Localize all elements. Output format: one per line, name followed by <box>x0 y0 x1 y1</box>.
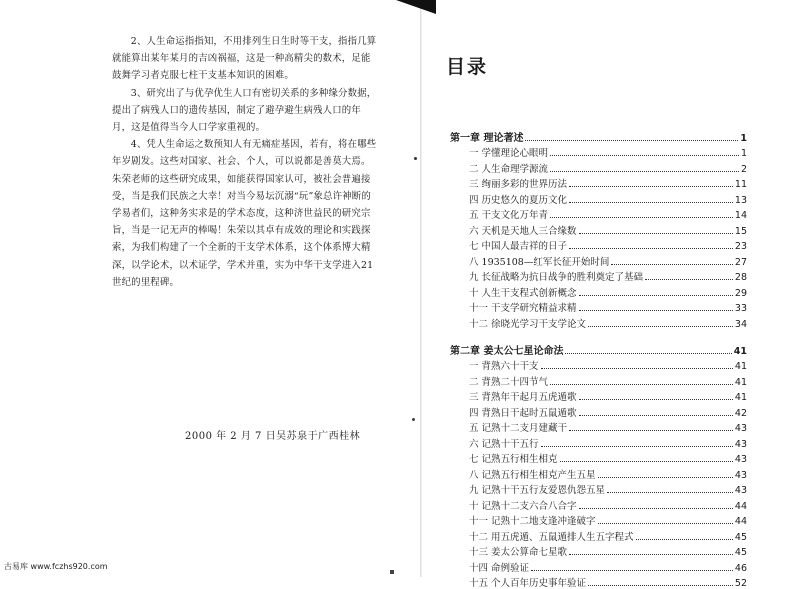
toc-entry-label: 十 记熟十二支六合八合字 <box>450 498 577 512</box>
toc-entry <box>450 388 747 404</box>
toc-entry-label: 九 记熟十干五行友爱恩仇怨五星 <box>450 482 605 496</box>
toc-leader-dots <box>550 217 733 218</box>
toc-page-number: 34 <box>735 319 747 330</box>
toc-chapter-1 <box>450 128 747 330</box>
toc-leader-dots <box>579 295 733 296</box>
toc-entry-label: 十四 命例验证 <box>450 560 529 574</box>
toc-entry-label: 六 记熟十干五行 <box>450 436 539 450</box>
toc-entry-label: 一 背熟六十干支 <box>450 358 539 372</box>
book-fold <box>420 0 422 577</box>
toc-entry-label: 四 背熟日干起时五鼠遁歌 <box>450 405 577 419</box>
left-page-body <box>112 33 379 291</box>
toc-leader-dots <box>569 430 733 431</box>
toc-page-number: 41 <box>734 346 747 357</box>
toc-entry <box>450 465 747 481</box>
scan-speck <box>390 570 394 574</box>
toc-chapter-heading <box>450 341 747 357</box>
toc-leader-dots <box>569 248 733 249</box>
toc-entry-label: 第一章 理论著述 <box>450 129 523 144</box>
toc-entry <box>450 496 747 512</box>
toc-entry-label: 十 人生干支程式创新概念 <box>450 285 577 299</box>
toc-leader-dots <box>569 202 733 203</box>
toc-entry-label: 四 历史悠久的夏历文化 <box>450 192 567 206</box>
toc-leader-dots <box>550 171 739 172</box>
paragraph: 朱荣老师的这些研究成果，如能获得国家认可，被社会普遍接受，当是我们民族之大幸！对当今易坛沉溺“玩”象总许神断的学易者们，这种务实求是的学术态度，这种济世益民的研究宗旨，当是一记无声的棒喝！朱荣以其卓有成效的理论和实践探索，为我们构建了一个全新的干支学术体系，这个体系博大精深，以学论术，以术证学，学术并重，实为中华干支学进入21世纪的里程碑。 <box>112 171 379 291</box>
toc-leader-dots <box>607 492 733 493</box>
toc-page-number: 45 <box>735 547 747 558</box>
toc-entry-label: 八 记熟五行相生相克产生五星 <box>450 467 596 481</box>
toc-page-number: 43 <box>735 454 747 465</box>
toc-entry <box>450 450 747 466</box>
toc-entry <box>450 527 747 543</box>
toc-page-number: 52 <box>735 578 747 589</box>
toc-page-number: 14 <box>735 210 747 221</box>
toc-entry-label: 二 人生命理学源流 <box>450 161 548 175</box>
toc-chapter-heading <box>450 128 747 144</box>
toc-title: 目录 <box>446 52 488 79</box>
toc-entry-label: 五 记熟十二支月建藏干 <box>450 420 567 434</box>
toc-page-number: 2 <box>741 164 747 175</box>
toc-entry <box>450 481 747 497</box>
toc-page-number: 44 <box>735 516 747 527</box>
toc-entry <box>450 419 747 435</box>
toc-entry <box>450 221 747 237</box>
toc-leader-dots <box>588 585 733 586</box>
toc-entry <box>450 268 747 284</box>
toc-page-number: 43 <box>735 485 747 496</box>
toc-entry-label: 三 绚丽多彩的世界历法 <box>450 176 567 190</box>
toc-entry-label: 第二章 姜太公七星论命法 <box>450 342 563 357</box>
paragraph: 4、凭人生命运之数预知人有无痛症基因，若有，将在哪些年岁剧发。这些对国家、社会、个人，可以说都是善莫大焉。 <box>112 136 379 170</box>
toc-entry <box>450 512 747 528</box>
toc-leader-dots <box>598 523 733 524</box>
toc-leader-dots <box>579 233 733 234</box>
toc-entry <box>450 558 747 574</box>
toc-page-number: 43 <box>735 423 747 434</box>
toc-entry <box>450 314 747 330</box>
toc-page-number: 1 <box>740 133 747 144</box>
toc-entry-label: 二 背熟二十四节气 <box>450 374 548 388</box>
toc-leader-dots <box>569 554 733 555</box>
toc-entry <box>450 434 747 450</box>
toc-page-number: 41 <box>735 361 747 372</box>
toc-entry <box>450 543 747 559</box>
scan-speck <box>414 157 417 160</box>
toc-page-number: 28 <box>735 272 747 283</box>
toc-entry-label: 七 记熟五行相生相克 <box>450 451 558 465</box>
toc-leader-dots <box>579 508 733 509</box>
toc-entry <box>450 372 747 388</box>
toc-entry-label: 十一 记熟十二地支逢冲逢破字 <box>450 513 596 527</box>
toc-entry <box>450 237 747 253</box>
toc-leader-dots <box>611 264 733 265</box>
toc-leader-dots <box>525 140 738 141</box>
toc-entry <box>450 283 747 299</box>
paragraph: 2、人生命运指指知，不用排列生日生时等干支，指指几算就能算出某年某月的吉凶祸福，这是一种高精尖的数术，足能鼓舞学习者克服七柱干支基本知识的困难。 <box>112 33 379 85</box>
toc-leader-dots <box>579 310 733 311</box>
toc-leader-dots <box>550 155 739 156</box>
toc-entry-label: 六 天机是天地人三合缘数 <box>450 223 577 237</box>
toc-entry-label: 一 学懂理论心眼明 <box>450 145 548 159</box>
toc-page-number: 41 <box>735 392 747 403</box>
toc-entry <box>450 159 747 175</box>
toc-leader-dots <box>541 446 733 447</box>
toc-leader-dots <box>560 461 733 462</box>
toc-page-number: 29 <box>735 288 747 299</box>
toc-leader-dots <box>550 384 733 385</box>
toc-entry-label: 七 中国人最吉祥的日子 <box>450 238 567 252</box>
toc-leader-dots <box>598 477 733 478</box>
toc-leader-dots <box>565 353 731 354</box>
toc-entry <box>450 144 747 160</box>
scan-corner-mark <box>396 0 436 14</box>
toc-leader-dots <box>579 415 733 416</box>
signature-line: 2000 年 2 月 7 日吴苏泉于广西桂林 <box>185 427 360 442</box>
toc-page-number: 42 <box>735 408 747 419</box>
toc-page-number: 13 <box>735 195 747 206</box>
toc-entry <box>450 299 747 315</box>
toc-page-number: 44 <box>735 501 747 512</box>
toc-entry <box>450 206 747 222</box>
toc-leader-dots <box>579 399 733 400</box>
toc-leader-dots <box>645 279 733 280</box>
paragraph: 3、研究出了与优孕优生人口有密切关系的多种缘分数据，提出了病残人口的遗传基因，制定了避孕避生病残人口的年月，这是值得当今人口学家重视的。 <box>112 85 379 137</box>
toc-page-number: 33 <box>735 303 747 314</box>
toc-leader-dots <box>636 539 733 540</box>
toc-chapter-2 <box>450 341 747 589</box>
toc-leader-dots <box>588 326 733 327</box>
watermark: 古易库 www.fczhs920.com <box>4 561 108 572</box>
toc-entry <box>450 357 747 373</box>
toc-entry-label: 十二 用五虎遁、五鼠遁排人生五字程式 <box>450 529 634 543</box>
toc-leader-dots <box>569 186 733 187</box>
toc-entry <box>450 252 747 268</box>
toc-entry <box>450 403 747 419</box>
toc-leader-dots <box>541 368 733 369</box>
toc-entry-label: 十三 姜太公算命七星歌 <box>450 544 567 558</box>
toc-entry <box>450 175 747 191</box>
toc-page-number: 43 <box>735 470 747 481</box>
toc-entry-label: 八 1935108—红军长征开始时间 <box>450 254 609 268</box>
toc-entry-label: 五 干支文化万年青 <box>450 207 548 221</box>
toc-page-number: 23 <box>735 241 747 252</box>
toc-page-number: 1 <box>741 148 747 159</box>
toc-entry-label: 十一 干支学研究精益求精 <box>450 300 577 314</box>
toc-entry <box>450 190 747 206</box>
toc-entry-label: 三 背熟年干起月五虎遁歌 <box>450 389 577 403</box>
toc-leader-dots <box>531 570 733 571</box>
toc-page-number: 15 <box>735 226 747 237</box>
toc-entry-label: 九 长征战略为抗日战争的胜利奠定了基础 <box>450 269 643 283</box>
scan-speck <box>412 418 415 421</box>
toc-entry <box>450 574 747 589</box>
toc-entry-label: 十二 徐晓光学习干支学论文 <box>450 316 586 330</box>
toc-page-number: 46 <box>735 563 747 574</box>
toc-page-number: 11 <box>735 179 747 190</box>
toc-page-number: 27 <box>735 257 747 268</box>
toc-page-number: 45 <box>735 532 747 543</box>
toc-entry-label: 十五 个人百年历史事年验证 <box>450 575 586 589</box>
toc-page-number: 41 <box>735 377 747 388</box>
toc-page-number: 43 <box>735 439 747 450</box>
